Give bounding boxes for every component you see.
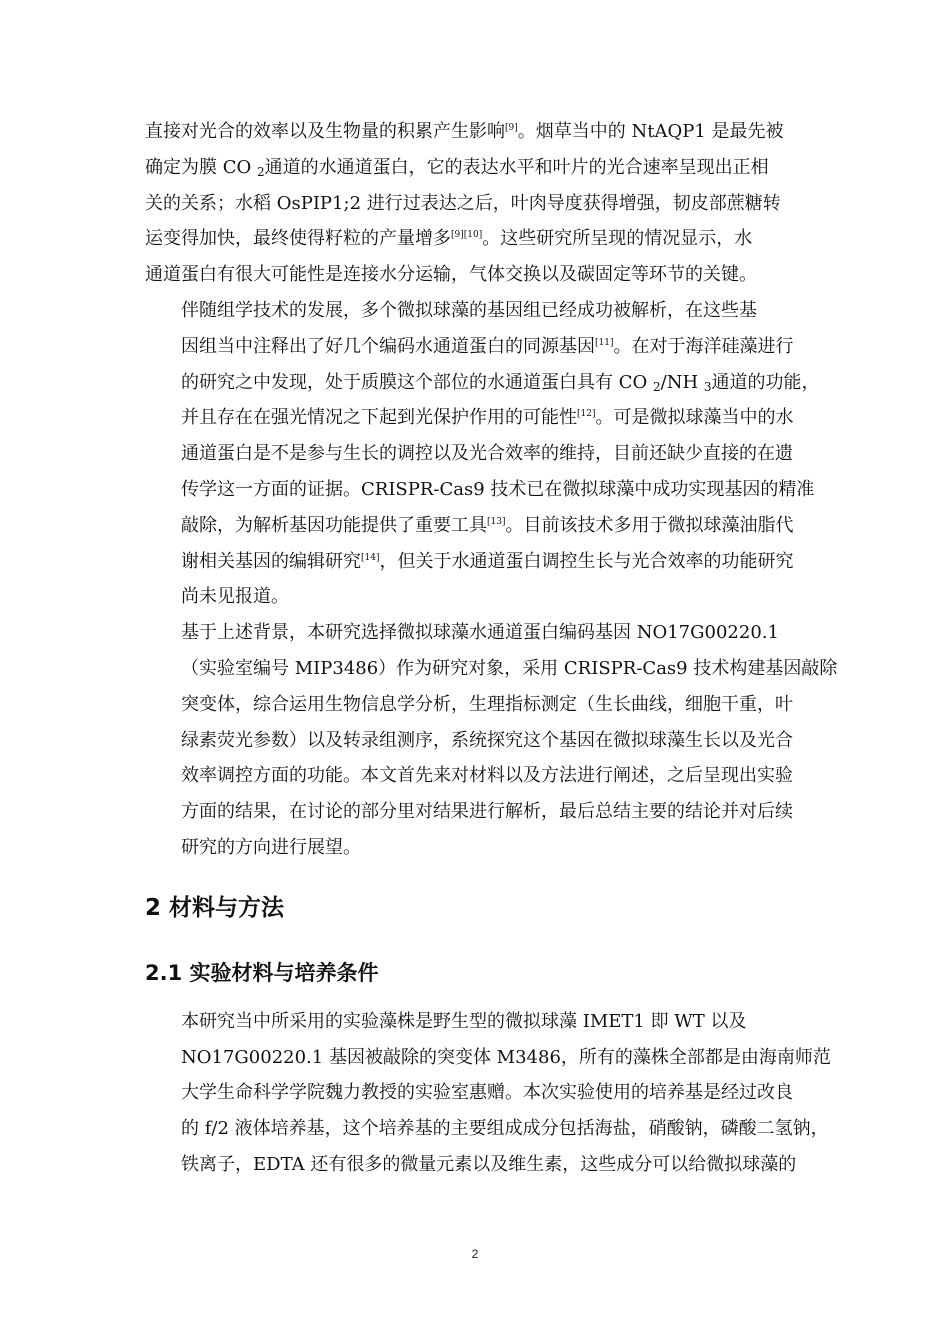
text-run: 通道蛋白有很大可能性是连接水分运输，气体交换以及碳固定等环节的关键。 xyxy=(145,264,757,286)
text-run: 确定为膜 CO xyxy=(145,156,257,178)
text-line xyxy=(145,1004,810,1040)
text-run: /NH xyxy=(660,371,704,393)
citation-ref: [9] xyxy=(505,123,518,133)
text-line xyxy=(145,615,810,651)
text-run: 并且存在在强光情况之下起到光保护作用的可能性 xyxy=(181,407,577,429)
text-run: 尚未见报道。 xyxy=(181,586,289,608)
subscript: 3 xyxy=(703,379,712,394)
body-paragraph xyxy=(145,1004,831,1183)
text-run: 的研究之中发现，处于质膜这个部位的水通道蛋白具有 CO xyxy=(181,371,653,393)
text-run: 基于上述背景，本研究选择微拟球藻水通道蛋白编码基因 NO17G00220.1 xyxy=(181,622,779,644)
text-line xyxy=(145,472,815,508)
text-line xyxy=(145,150,810,186)
text-run: 的 f/2 液体培养基，这个培养基的主要组成成分包括海盐，硝酸钠，磷酸二氢钠， xyxy=(181,1118,829,1140)
text-run: 铁离子，EDTA 还有很多的微量元素以及维生素，这些成分可以给微拟球藻的 xyxy=(181,1153,797,1175)
text-run: 通道蛋白是不是参与生长的调控以及光合效率的维持，目前还缺少直接的在遗 xyxy=(181,443,793,465)
text-run: 突变体，综合运用生物信息学分析，生理指标测定（生长曲线，细胞干重，叶 xyxy=(181,693,793,715)
text-run: 研究的方向进行展望。 xyxy=(181,836,361,858)
text-line xyxy=(145,400,810,436)
text-run: 本研究当中所采用的实验藻株是野生型的微拟球藻 IMET1 即 WT 以及 xyxy=(181,1010,747,1032)
text-line xyxy=(145,1040,831,1076)
text-line xyxy=(145,365,820,401)
text-line xyxy=(145,1111,829,1147)
text-run: （实验室编号 MIP3486）作为研究对象，采用 CRISPR-Cas9 技术构建基因敲除 xyxy=(181,657,838,679)
text-run: 运变得加快，最终使得籽粒的产量增多 xyxy=(145,228,451,250)
body-paragraph xyxy=(145,293,820,615)
text-run: 直接对光合的效率以及生物量的积累产生影响 xyxy=(145,121,505,142)
text-run: NO17G00220.1 基因被敲除的突变体 M3486，所有的藻株全部都是由海南师范 xyxy=(181,1046,831,1068)
text-line xyxy=(145,687,810,723)
text-run: 因组当中注释出了好几个编码水通道蛋白的同源基因 xyxy=(181,335,595,357)
subscript: 2 xyxy=(652,379,661,394)
text-line xyxy=(145,544,810,580)
body-paragraph xyxy=(145,615,838,866)
text-line xyxy=(145,508,810,544)
subsection-heading: 2.1 实验材料与培养条件 xyxy=(145,960,379,985)
text-line xyxy=(145,794,810,830)
citation-ref: [12] xyxy=(577,409,596,420)
text-line xyxy=(145,1147,810,1183)
text-line xyxy=(145,186,810,222)
text-run: 。这些研究所呈现的情况显示，水 xyxy=(482,228,753,250)
text-run: 。可是微拟球藻当中的水 xyxy=(595,407,794,429)
text-line xyxy=(145,114,810,150)
citation-ref: [14] xyxy=(361,552,380,563)
citation-ref: [9][10] xyxy=(451,230,483,241)
text-line xyxy=(145,758,810,794)
text-run: 伴随组学技术的发展，多个微拟球藻的基因组已经成功被解析，在这些基 xyxy=(181,299,757,321)
subscript: 2 xyxy=(256,164,265,179)
text-line xyxy=(145,1075,810,1111)
text-line xyxy=(145,723,810,759)
text-run: 。目前该技术多用于微拟球藻油脂代 xyxy=(505,514,794,536)
text-line xyxy=(145,293,810,329)
text-line xyxy=(145,651,838,687)
text-run: 通道的水通道蛋白，它的表达水平和叶片的光合速率呈现出正相 xyxy=(264,156,769,178)
text-run: 通道的功能， xyxy=(711,371,820,393)
body-paragraph xyxy=(145,114,810,293)
text-line xyxy=(145,579,810,615)
text-line xyxy=(145,221,810,257)
section-heading: 2 材料与方法 xyxy=(145,894,285,921)
text-line xyxy=(145,329,810,365)
text-run: 。烟草当中的 NtAQP1 是最先被 xyxy=(517,121,784,142)
text-line xyxy=(145,257,810,293)
text-run: 大学生命科学学院魏力教授的实验室惠赠。本次实验使用的培养基是经过改良 xyxy=(181,1082,793,1104)
text-line xyxy=(145,436,810,472)
text-run: 方面的结果，在讨论的部分里对结果进行解析，最后总结主要的结论并对后续 xyxy=(181,801,793,823)
text-run: 关的关系；水稻 OsPIP1;2 进行过表达之后，叶肉导度获得增强，韧皮部蔗糖转 xyxy=(145,192,781,214)
text-run: 谢相关基因的编辑研究 xyxy=(181,550,361,572)
citation-ref: [13] xyxy=(487,516,506,527)
text-run: 效率调控方面的功能。本文首先来对材料以及方法进行阐述，之后呈现出实验 xyxy=(181,765,793,787)
page-number: 2 xyxy=(471,1247,479,1261)
text-line xyxy=(145,830,810,866)
text-run: 绿素荧光参数）以及转录组测序，系统探究这个基因在微拟球藻生长以及光合 xyxy=(181,729,793,751)
citation-ref: [11] xyxy=(595,337,614,348)
text-run: 。在对于海洋硅藻进行 xyxy=(613,335,794,357)
page-body xyxy=(145,114,838,1183)
materials-paragraph-container xyxy=(145,1004,831,1183)
intro-paragraphs xyxy=(145,114,838,866)
text-run: 敲除，为解析基因功能提供了重要工具 xyxy=(181,514,487,536)
text-run: 传学这一方面的证据。CRISPR-Cas9 技术已在微拟球藻中成功实现基因的精准 xyxy=(181,478,815,500)
text-run: ，但关于水通道蛋白调控生长与光合效率的功能研究 xyxy=(379,550,794,572)
